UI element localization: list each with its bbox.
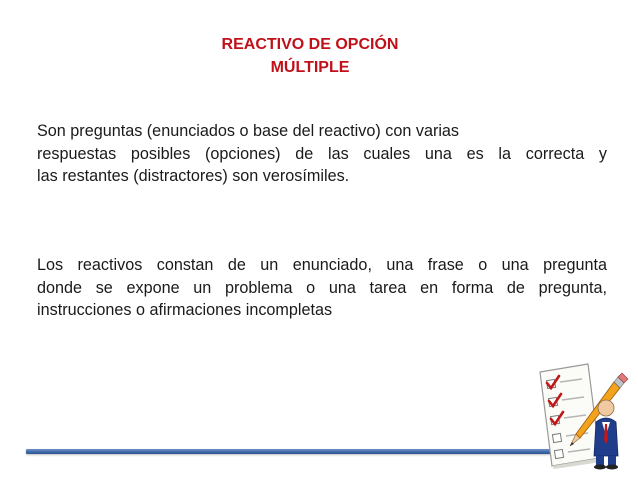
description-paragraph — [37, 254, 607, 322]
slide-title-line: MÚLTIPLE — [270, 59, 350, 76]
paragraph-line: las restantes (distractores) son verosímiles. — [37, 167, 350, 185]
paragraph-line: Los reactivos constan de un enunciado, una frase o una pregunta — [37, 256, 607, 274]
slide-title — [150, 33, 470, 79]
footer-divider — [26, 449, 552, 454]
paragraph-line: Son preguntas (enunciados o base del reactivo) con varias — [37, 122, 460, 140]
paragraph-line: donde se expone un problema o una tarea en forma de pregunta, — [37, 278, 607, 297]
checklist-pencil-icon — [530, 360, 630, 470]
paragraph-line: respuestas posibles (opciones) de las cuales una es la correcta y — [37, 144, 607, 163]
definition-paragraph — [37, 120, 607, 188]
paragraph-line: instrucciones o afirmaciones incompletas — [37, 301, 333, 319]
slide-title-line: REACTIVO DE OPCIÓN — [221, 36, 399, 53]
